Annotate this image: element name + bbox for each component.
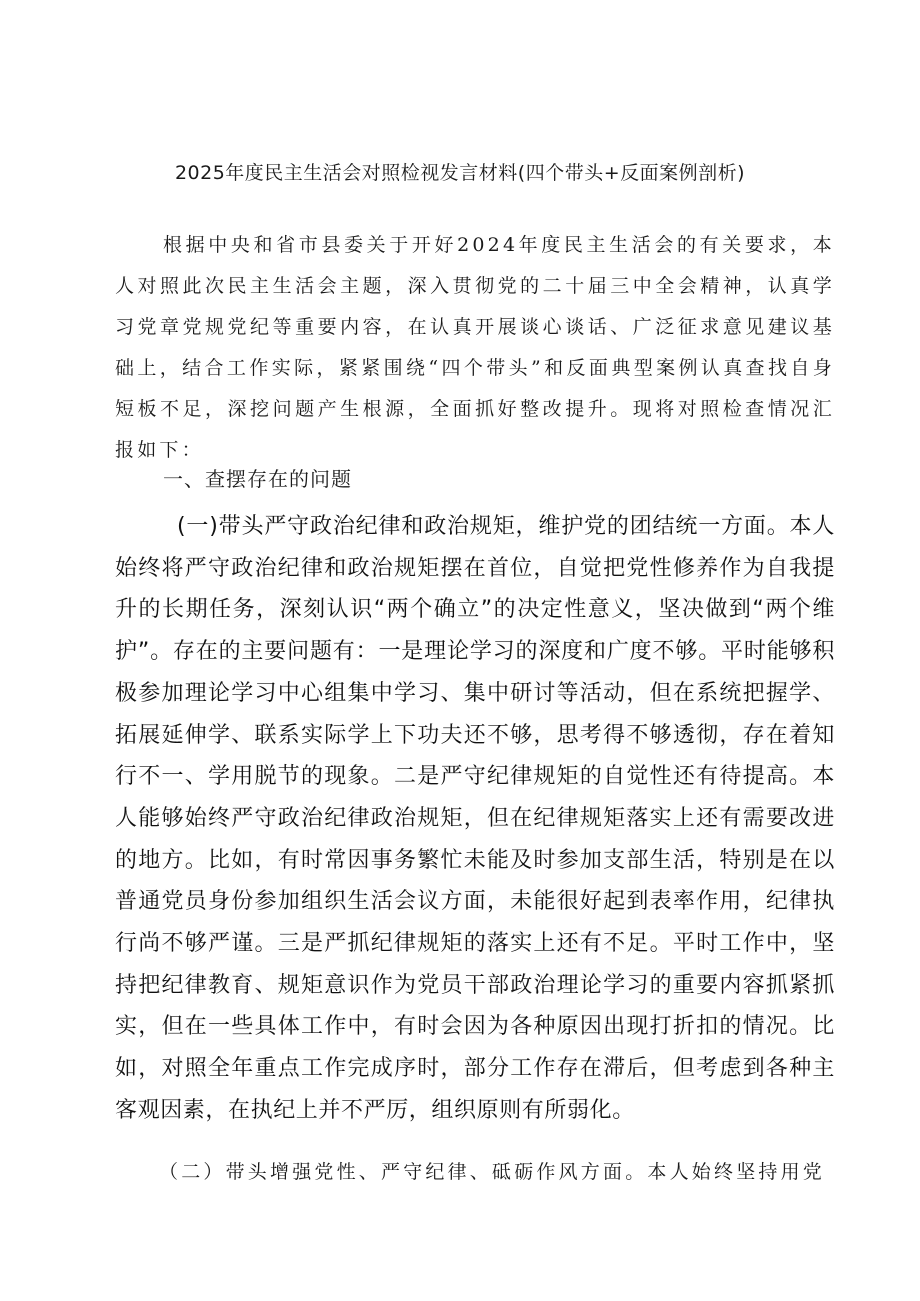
intro-paragraph: 根据中央和省市县委关于开好2024年度民主生活会的有关要求，本人对照此次民主生活会主题，深入贯彻党的二十届三中全会精神，认真学习党章党规党纪等重要内容，在认真开展谈心谈话、广泛征求意见建议基础上，结合工作实际，紧紧围绕“四个带头”和反面典型案例认真查找自身短板不足，深挖问题产生根源，全面抓好整改提升。现将对照检查情况汇报如下： [115,234,835,461]
section1-paragraph-2: （二）带头增强党性、严守纪律、砥砺作风方面。本人始终坚持用党 [159,1161,826,1183]
section1-paragraph-1: (一)带头严守政治纪律和政治规矩，维护党的团结统一方面。本人始终将严守政治纪律和政治规矩摆在首位，自觉把党性修养作为自我提升的长期任务，深刻认识“两个确立”的决定性意义，坚决做到“两个维护”。存在的主要问题有：一是理论学习的深度和广度不够。平时能够积极参加理论学习中心组集中学习、集中研讨等活动，但在系统把握学、拓展延伸学、联系实际学上下功夫还不够，思考得不够透彻，存在着知行不一、学用脱节的现象。二是严守纪律规矩的自觉性还有待提高。本人能够始终严守政治纪律政治规矩，但在纪律规矩落实上还有需要改进的地方。比如，有时常因事务繁忙未能及时参加支部生活，特别是在以普通党员身份参加组织生活会议方面，未能很好起到表率作用，纪律执行尚不够严谨。三是严抓纪律规矩的落实上还有不足。平时工作中，坚持把纪律教育、规矩意识作为党员干部政治理论学习的重要内容抓紧抓实，但在一些具体工作中，有时会因为各种原因出现打折扣的情况。比如，对照全年重点工作完成序时，部分工作存在滞后，但考虑到各种主客观因素，在执纪上并不严厉，组织原则有所弱化。 [115,514,835,1123]
section-heading-1: 一、查摆存在的问题 [163,467,352,491]
document-title: 2025年度民主生活会对照检视发言材料(四个带头+反面案例剖析) [174,162,746,184]
